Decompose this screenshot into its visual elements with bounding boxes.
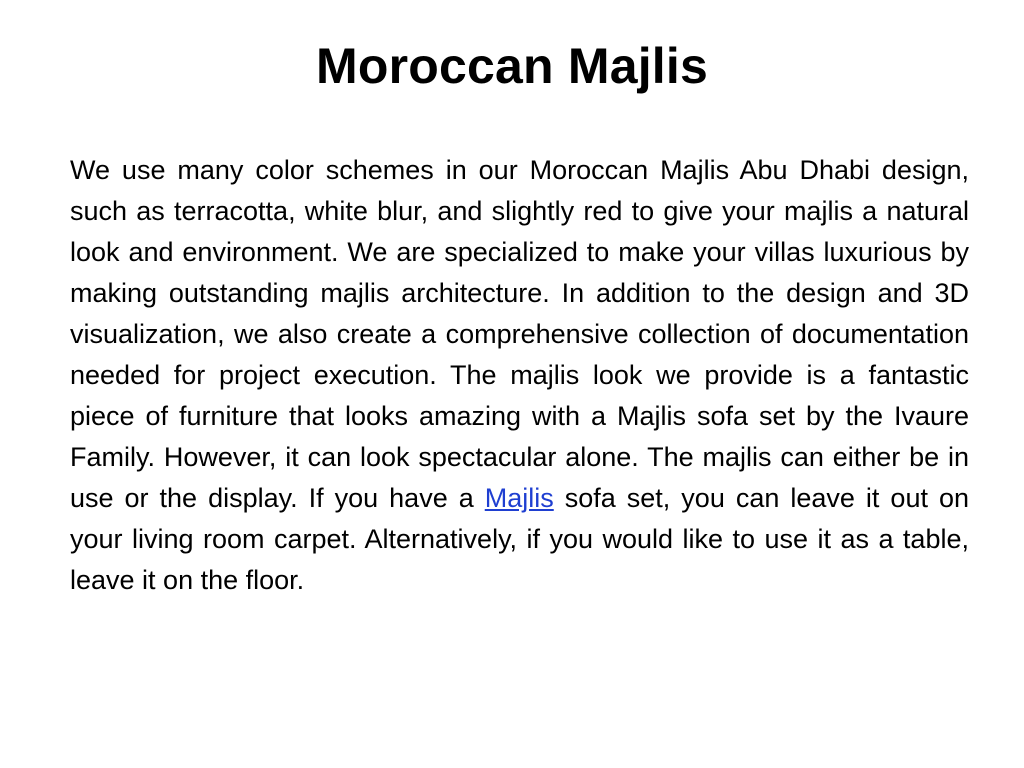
slide-title: Moroccan Majlis	[316, 38, 708, 94]
slide-body-paragraph	[70, 150, 969, 601]
body-text-before-link: We use many color schemes in our Moroccan Majlis Abu Dhabi design, such as terracotta, white blur, and slightly red to give your majlis a natural look and environment. We are specialized to make your villas luxurious by making outstanding majlis architecture. In addition to the design and 3D visualization, we also create a comprehensive collection of documentation needed for project execution. The majlis look we provide is a fantastic piece of furniture that looks amazing with a Majlis sofa set by the Ivaure Family. However, it can look spectacular alone. The majlis can either be in use or the display. If you have a	[70, 155, 969, 513]
majlis-link[interactable]: Majlis	[484, 483, 554, 513]
body-text-after-link: sofa set, you can leave it out on your living room carpet. Alternatively, if you would like to use it as a table, leave it on the floor.	[70, 483, 969, 595]
